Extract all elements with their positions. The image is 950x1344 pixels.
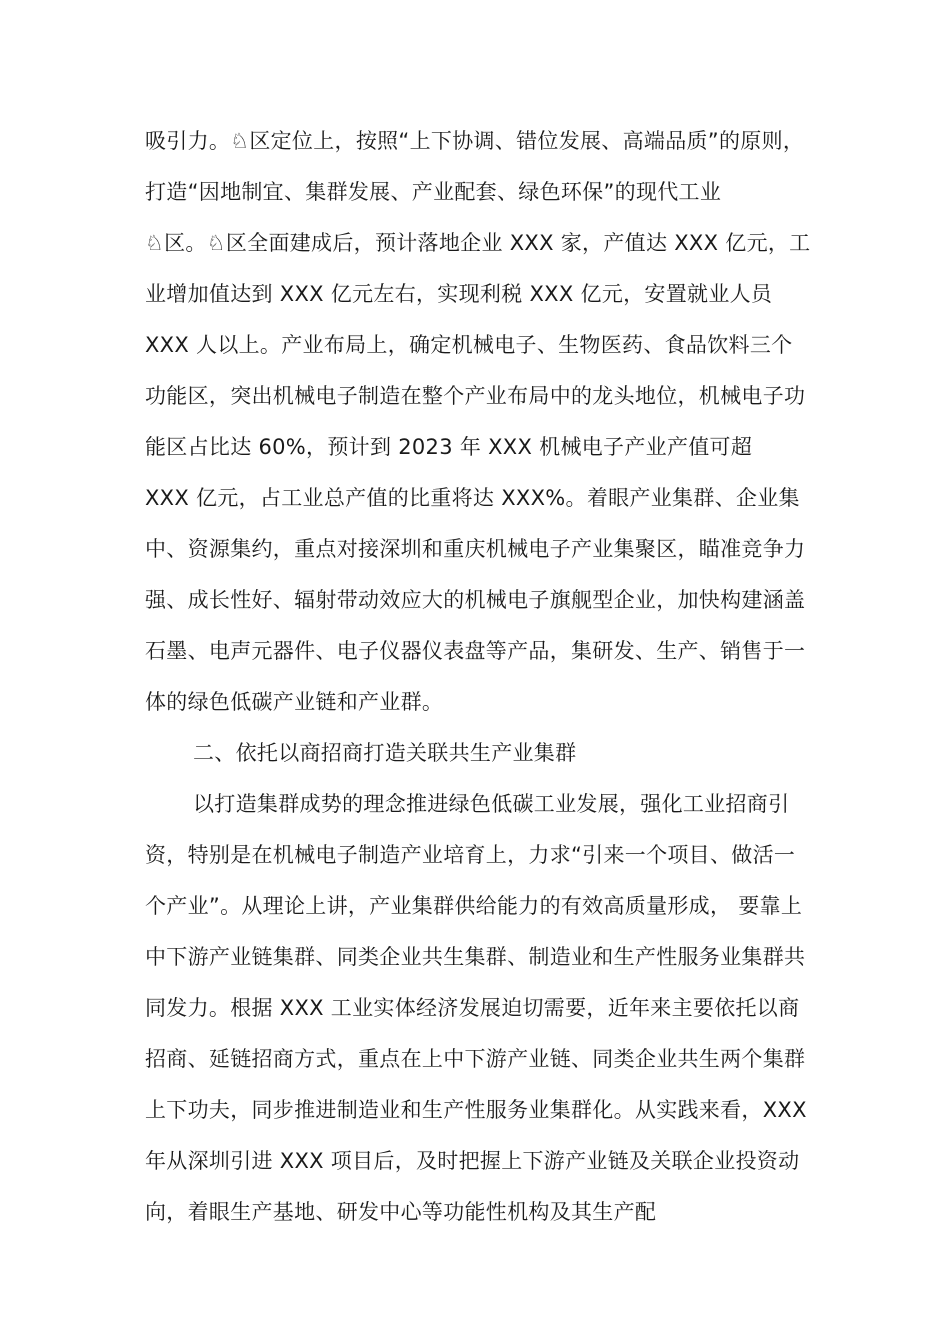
paragraph-line: 招商、延链招商方式，重点在上中下游产业链、同类企业共生两个集群 [145, 1047, 806, 1071]
paragraph-line: 打造“因地制宜、集群发展、产业配套、绿色环保”的现代工业 [145, 180, 722, 204]
paragraph-line: ♘区。♘区全面建成后，预计落地企业 XXX 家，产值达 XXX 亿元，工 [145, 231, 811, 255]
paragraph-line: 个产业”。从理论上讲，产业集群供给能力的有效高质量形成， 要靠上 [145, 894, 803, 918]
paragraph-line: 中下游产业链集群、同类企业共生集群、制造业和生产性服务业集群共 [145, 945, 806, 969]
paragraph-line: XXX 亿元，占工业总产值的比重将达 XXX%。着眼产业集群、企业集 [145, 486, 800, 510]
paragraph-line: XXX 人以上。产业布局上，确定机械电子、生物医药、食品饮料三个 [145, 333, 793, 357]
paragraph-line: 业增加值达到 XXX 亿元左右，实现利税 XXX 亿元，安置就业人员 [145, 282, 773, 306]
paragraph-line: 上下功夫，同步推进制造业和生产性服务业集群化。从实践来看，XXX [145, 1098, 807, 1122]
paragraph-line: 资，特别是在机械电子制造产业培育上，力求“引来一个项目、做活一 [145, 843, 796, 867]
paragraph-line: 中、资源集约，重点对接深圳和重庆机械电子产业集聚区，瞄准竞争力 [145, 537, 806, 561]
paragraph-line: 能区占比达 60%，预计到 2023 年 XXX 机械电子产业产值可超 [145, 435, 753, 459]
section-heading: 二、依托以商招商打造关联共生产业集群 [193, 741, 577, 765]
paragraph-line: 强、成长性好、辐射带动效应大的机械电子旗舰型企业，加快构建涵盖 [145, 588, 806, 612]
paragraph-line: 吸引力。♘区定位上，按照“上下协调、错位发展、高端品质”的原则， [145, 129, 805, 153]
paragraph-line: 年从深圳引进 XXX 项目后，及时把握上下游产业链及关联企业投资动 [145, 1149, 800, 1173]
paragraph-line: 体的绿色低碳产业链和产业群。 [145, 690, 444, 714]
paragraph-line: 石墨、电声元器件、电子仪器仪表盘等产品，集研发、生产、销售于一 [145, 639, 806, 663]
paragraph-line: 以打造集群成势的理念推进绿色低碳工业发展，强化工业招商引 [193, 792, 790, 816]
paragraph-line: 同发力。根据 XXX 工业实体经济发展迫切需要，近年来主要依托以商 [145, 996, 800, 1020]
paragraph-line: 功能区，突出机械电子制造在整个产业布局中的龙头地位，机械电子功 [145, 384, 806, 408]
paragraph-line: 向，着眼生产基地、研发中心等功能性机构及其生产配 [145, 1200, 657, 1224]
